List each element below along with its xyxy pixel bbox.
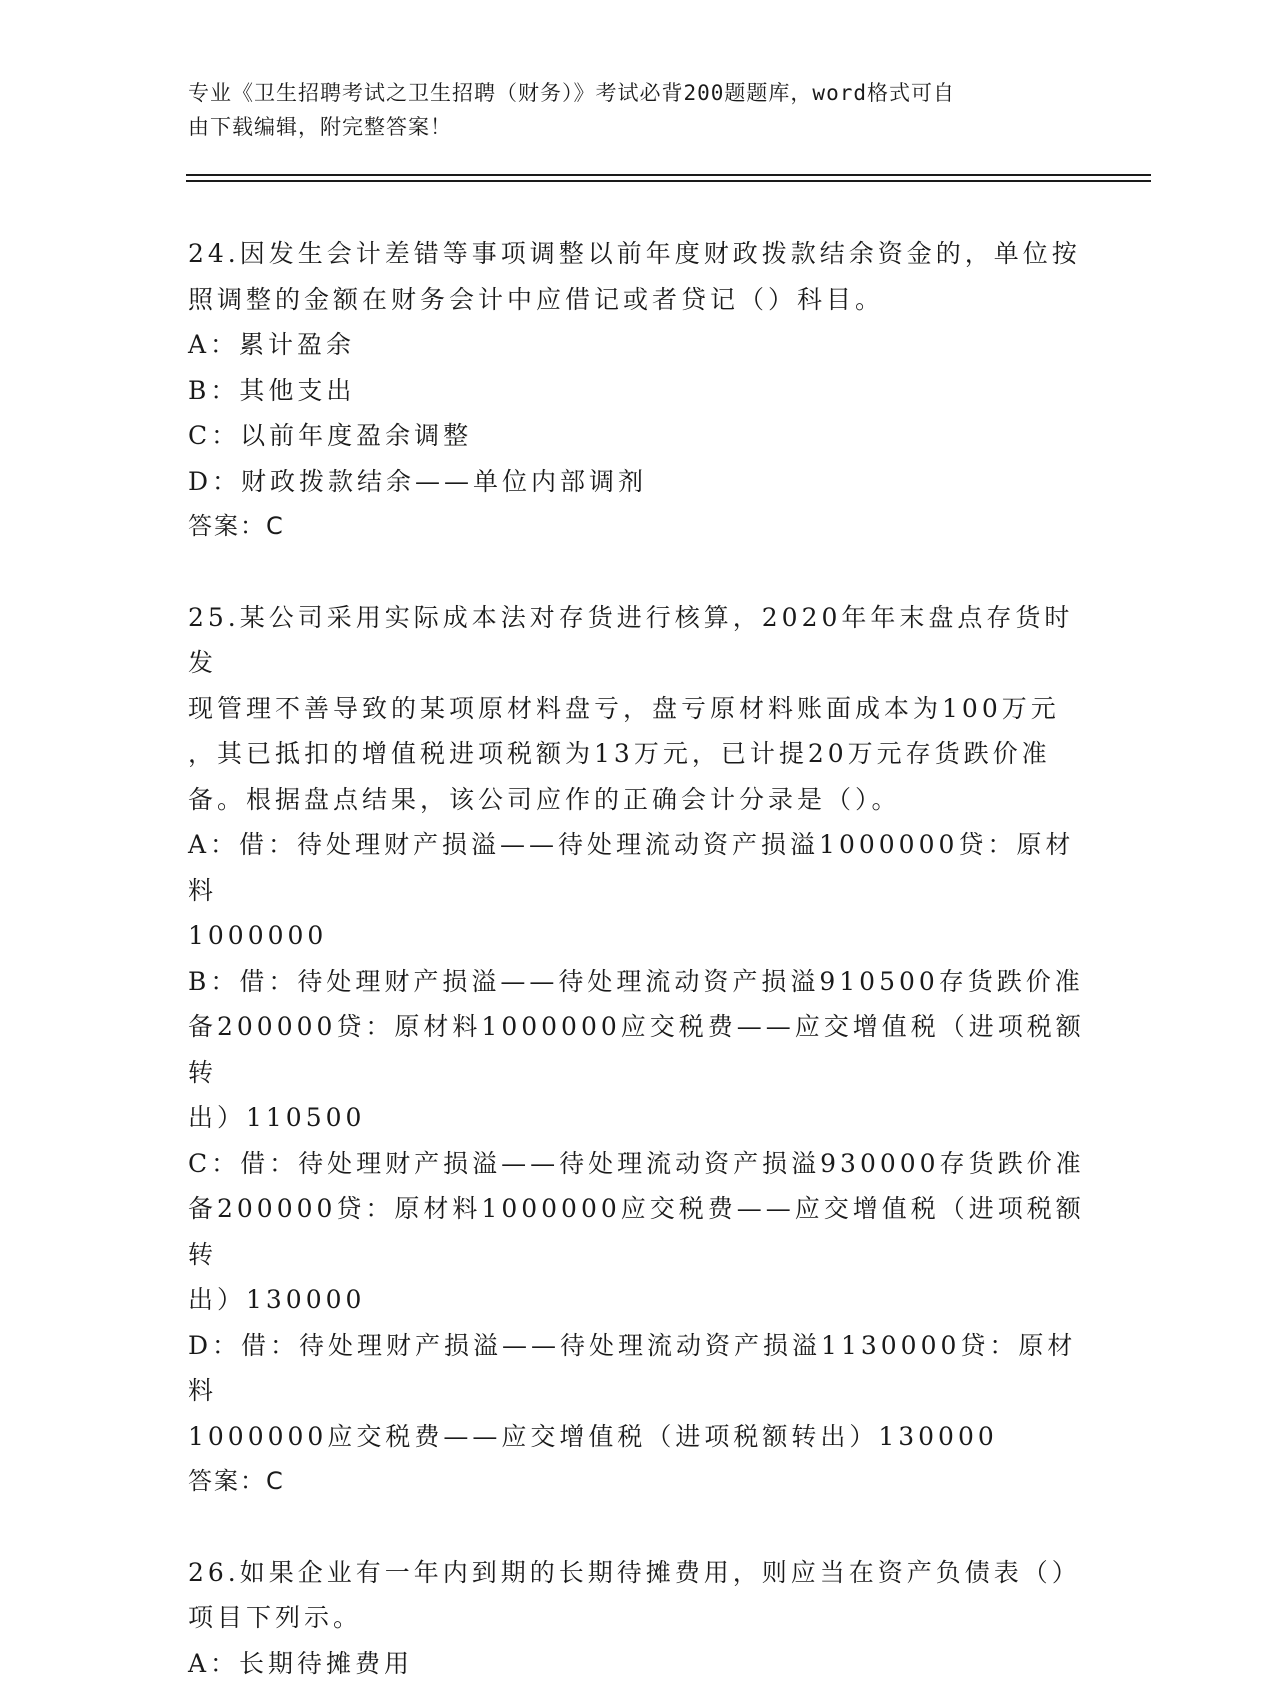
question-text-line: ，其已抵扣的增值税进项税额为13万元，已计提20万元存货跌价准 [188, 731, 1088, 777]
option-b-continued: 出）110500 [188, 1095, 1088, 1141]
question-26 [188, 1550, 1088, 1686]
option-a: A：累计盈余 [188, 322, 1088, 368]
answer-label: 答案：C [188, 1459, 1088, 1505]
option-a: A：借：待处理财产损溢——待处理流动资产损溢1000000贷：原材料 [188, 822, 1088, 913]
question-text-line: 现管理不善导致的某项原材料盘亏，盘亏原材料账面成本为100万元 [188, 686, 1088, 732]
header-divider-top [186, 174, 1151, 176]
option-a: A：长期待摊费用 [188, 1641, 1088, 1686]
header-line-1: 专业《卫生招聘考试之卫生招聘（财务）》考试必背200题题库，word格式可自 [188, 76, 1088, 110]
question-text-line: 25.某公司采用实际成本法对存货进行核算，2020年年末盘点存货时发 [188, 595, 1088, 686]
answer-label: 答案：C [188, 504, 1088, 550]
question-text-line: 照调整的金额在财务会计中应借记或者贷记（）科目。 [188, 277, 1088, 323]
header-line-2: 由下载编辑，附完整答案！ [188, 110, 1088, 144]
option-c: C：以前年度盈余调整 [188, 413, 1088, 459]
option-a-continued: 1000000 [188, 913, 1088, 959]
question-text-line: 26.如果企业有一年内到期的长期待摊费用，则应当在资产负债表（） [188, 1550, 1088, 1596]
question-text-line: 24.因发生会计差错等事项调整以前年度财政拨款结余资金的，单位按 [188, 231, 1088, 277]
option-b: B：其他支出 [188, 368, 1088, 414]
option-c: C：借：待处理财产损溢——待处理流动资产损溢930000存货跌价准 [188, 1141, 1088, 1187]
question-24 [188, 231, 1088, 550]
option-d-continued: 1000000应交税费——应交增值税（进项税额转出）130000 [188, 1414, 1088, 1460]
question-text-line: 项目下列示。 [188, 1595, 1088, 1641]
option-d: D：借：待处理财产损溢——待处理流动资产损溢1130000贷：原材料 [188, 1323, 1088, 1414]
question-25 [188, 595, 1088, 1505]
question-list [188, 231, 1088, 1686]
option-c-continued: 备200000贷：原材料1000000应交税费——应交增值税（进项税额转 [188, 1186, 1088, 1277]
document-header [188, 76, 1088, 144]
question-text-line: 备。根据盘点结果，该公司应作的正确会计分录是（）。 [188, 777, 1088, 823]
option-d: D：财政拨款结余——单位内部调剂 [188, 459, 1088, 505]
header-divider-bottom [186, 180, 1151, 182]
option-c-continued: 出）130000 [188, 1277, 1088, 1323]
option-b: B：借：待处理财产损溢——待处理流动资产损溢910500存货跌价准 [188, 959, 1088, 1005]
option-b-continued: 备200000贷：原材料1000000应交税费——应交增值税（进项税额转 [188, 1004, 1088, 1095]
